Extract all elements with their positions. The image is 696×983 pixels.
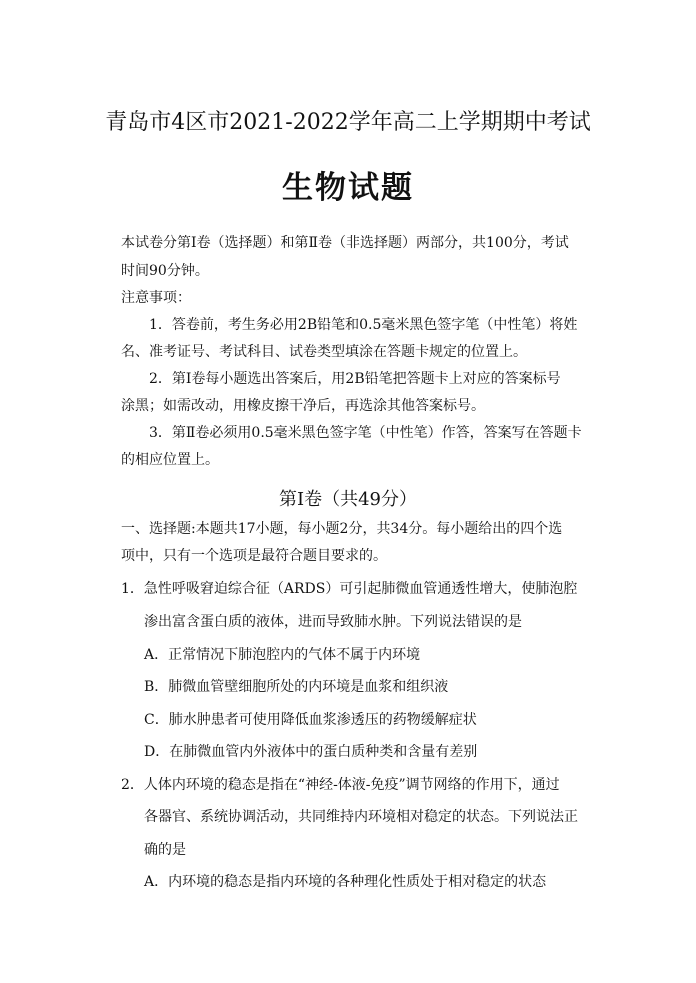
note-item: 的相应位置上。 bbox=[121, 452, 219, 468]
exam-title: 青岛市4区市2021-2022学年高二上学期期中考试 bbox=[105, 110, 591, 135]
section-instruction: 一、选择题:本题共17小题，每小题2分，共34分。每小题给出的四个选 bbox=[121, 521, 563, 537]
question-stem: 1．急性呼吸窘迫综合征（ARDS）可引起肺微血管通透性增大，使肺泡腔 bbox=[121, 581, 578, 597]
section-title: 第Ⅰ卷（共49分） bbox=[278, 489, 417, 510]
note-item: 3．第Ⅱ卷必须用0.5毫米黑色签字笔（中性笔）作答，答案写在答题卡 bbox=[149, 425, 582, 441]
answer-option: D．在肺微血管内外液体中的蛋白质种类和含量有差别 bbox=[144, 744, 478, 760]
intro-line: 时间90分钟。 bbox=[121, 263, 209, 279]
note-item: 2．第Ⅰ卷每小题选出答案后，用2B铅笔把答题卡上对应的答案标号 bbox=[149, 371, 561, 387]
intro-line: 本试卷分第Ⅰ卷（选择题）和第Ⅱ卷（非选择题）两部分，共100分，考试 bbox=[121, 235, 569, 251]
notes-heading: 注意事项： bbox=[121, 290, 191, 306]
subject-title: 生物试题 bbox=[282, 170, 414, 206]
answer-option: C．肺水肿患者可使用降低血浆渗透压的药物缓解症状 bbox=[144, 712, 477, 728]
note-item: 1．答卷前，考生务必用2B铅笔和0.5毫米黑色签字笔（中性笔）将姓 bbox=[149, 317, 578, 333]
question-stem: 渗出富含蛋白质的液体，进而导致肺水肿。下列说法错误的是 bbox=[144, 614, 522, 630]
question-stem: 2．人体内环境的稳态是指在“神经-体液-免疫”调节网络的作用下，通过 bbox=[121, 777, 560, 793]
section-instruction: 项中，只有一个选项是最符合题目要求的。 bbox=[121, 548, 387, 564]
note-item: 涂黑；如需改动，用橡皮擦干净后，再选涂其他答案标号。 bbox=[121, 398, 485, 414]
note-item: 名、准考证号、考试科目、试卷类型填涂在答题卡规定的位置上。 bbox=[121, 344, 527, 360]
question-stem: 确的是 bbox=[144, 842, 186, 858]
answer-option: B．肺微血管壁细胞所处的内环境是血浆和组织液 bbox=[144, 679, 449, 695]
answer-option: A．正常情况下肺泡腔内的气体不属于内环境 bbox=[144, 647, 421, 663]
answer-option: A．内环境的稳态是指内环境的各种理化性质处于相对稳定的状态 bbox=[144, 874, 547, 890]
question-stem: 各器官、系统协调活动，共同维持内环境相对稳定的状态。下列说法正 bbox=[144, 809, 578, 825]
